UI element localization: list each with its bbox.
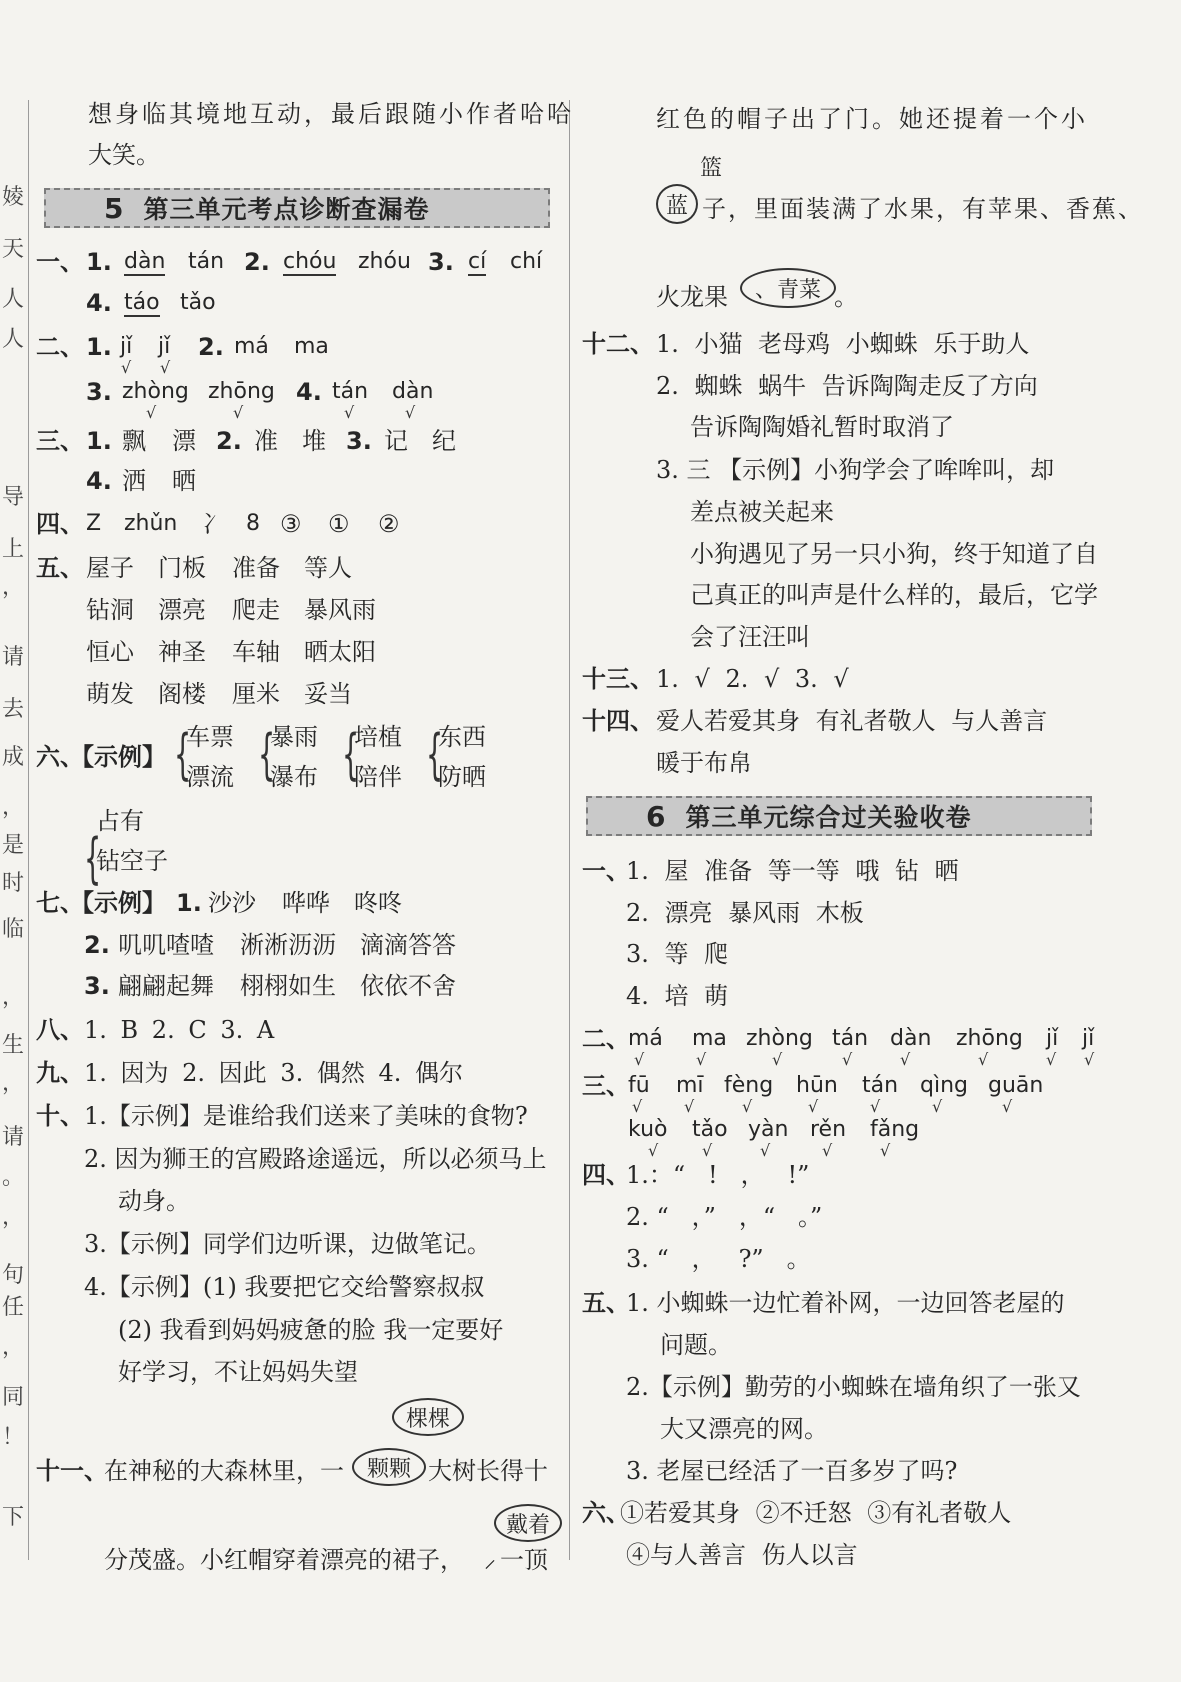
- margin-char: 生: [2, 1033, 25, 1058]
- q10-l4a: 4.【示例】(1) 我要把它交给警察叔叔: [84, 1273, 485, 1301]
- s5-l2a: 2.【示例】勤劳的小蜘蛛在墙角织了一张又: [626, 1373, 1081, 1401]
- section-banner-6: [586, 796, 1092, 836]
- check-mark: √: [233, 403, 244, 422]
- s5-l2b: 大又漂亮的网。: [660, 1415, 828, 1443]
- s3-py11: rěn: [810, 1117, 847, 1142]
- banner-title: 第三单元综合过关验收卷: [685, 803, 972, 832]
- q4-i6: ①: [328, 510, 350, 538]
- s4-l1: 1.：“ ! ， !”: [626, 1161, 810, 1189]
- q12-l2: 2. 蜘蛛 蜗牛 告诉陶陶走反了方向: [656, 372, 1038, 400]
- q5-word: 萌发: [86, 680, 134, 708]
- s1-l3: 3. 等 爬: [626, 940, 729, 968]
- q12-label: 十二、: [582, 329, 654, 358]
- q7-n1: 1.: [176, 889, 202, 917]
- s2-py5: dàn: [890, 1026, 932, 1051]
- q3-n3: 3.: [346, 427, 372, 455]
- r-line3: 火龙果: [656, 283, 728, 311]
- s4-label: 四、: [582, 1160, 630, 1189]
- q5-word: 等人: [304, 554, 352, 582]
- q7-c1: 翩翩起舞: [118, 972, 214, 1000]
- margin-char: 是: [2, 833, 25, 858]
- q6-tag: 【示例】: [70, 742, 166, 771]
- s2-py6: zhōng: [956, 1026, 1023, 1051]
- s2-py1: má: [628, 1026, 663, 1051]
- column-divider-center: [569, 100, 570, 1560]
- margin-char: 去: [2, 697, 25, 722]
- check-mark: √: [405, 403, 416, 422]
- margin-char: ，: [2, 795, 25, 820]
- q1-num3: 3.: [428, 248, 454, 276]
- margin-char: 天: [2, 237, 25, 262]
- q2-py3: má: [234, 334, 269, 359]
- q6-label: 六、: [36, 742, 84, 771]
- q12-l2b: 告诉陶陶婚礼暂时取消了: [690, 413, 954, 441]
- q10-l2a: 2. 因为狮王的宫殿路途遥远，所以必须马上: [84, 1145, 547, 1173]
- q2-py4: ma: [294, 334, 329, 359]
- q3-n2: 2.: [216, 427, 242, 455]
- check-mark: √: [978, 1050, 989, 1069]
- q3-c5: 记: [384, 427, 408, 455]
- q6-g1a: 车票: [186, 723, 234, 751]
- check-mark: √: [648, 1141, 659, 1160]
- q14-l2: 暖于布帛: [656, 749, 752, 777]
- check-mark: √: [772, 1050, 783, 1069]
- brace: {: [174, 723, 192, 786]
- check-mark: √: [870, 1097, 881, 1116]
- q1-num1: 1.: [86, 248, 112, 276]
- margin-char: 句: [2, 1263, 25, 1288]
- q7-label: 七、: [36, 888, 84, 917]
- brace: {: [342, 723, 360, 786]
- q6-g2b: 瀑布: [270, 763, 318, 791]
- banner-title: 第三单元考点诊断查漏卷: [143, 195, 430, 224]
- check-mark: √: [632, 1097, 643, 1116]
- q2-py2: jǐ: [158, 334, 171, 359]
- q12-l3c: 小狗遇见了另一只小狗，终于知道了自: [690, 540, 1098, 568]
- q7-c2: 栩栩如生: [240, 972, 336, 1000]
- q2-num3: 3.: [86, 378, 112, 406]
- q3-label: 三、: [36, 426, 84, 455]
- q1-py8: tǎo: [180, 290, 216, 315]
- q7-c3: 依依不舍: [360, 972, 456, 1000]
- q3-c4: 堆: [302, 427, 326, 455]
- r-line2: 子，里面装满了水果，有苹果、香蕉、: [702, 195, 1144, 223]
- q1-py3: chóu: [283, 249, 337, 274]
- s3-py8: kuò: [628, 1117, 668, 1142]
- q6-g3a: 培植: [354, 723, 402, 751]
- s6-l2: ④与人善言 伤人以言: [626, 1541, 858, 1569]
- margin-char: ，: [2, 1335, 25, 1360]
- check-mark: √: [702, 1141, 713, 1160]
- margin-char: 婈: [2, 185, 25, 210]
- insertion-bubble: 戴着: [494, 1504, 562, 1542]
- q2-py6: zhōng: [208, 379, 275, 404]
- q5-word: 门板: [158, 554, 206, 582]
- q4-i1: Z: [86, 511, 102, 536]
- q5-word: 妥当: [304, 680, 352, 708]
- q7-a2: 哗哗: [282, 889, 330, 917]
- q11-l1a: 在神秘的大森林里，一: [104, 1457, 344, 1485]
- margin-char: ，: [2, 575, 25, 600]
- q2-num2: 2.: [198, 333, 224, 361]
- check-mark: √: [634, 1050, 645, 1069]
- margin-char: 时: [2, 871, 25, 896]
- q10-l1: 1.【示例】是谁给我们送来了美味的食物?: [84, 1102, 528, 1130]
- q2-label: 二、: [36, 332, 84, 361]
- q4-i2: zhǔn: [124, 511, 178, 536]
- s1-l1: 1. 屋 准备 等一等 哦 钻 晒: [626, 857, 959, 885]
- check-mark: √: [808, 1097, 819, 1116]
- check-mark: √: [121, 358, 132, 377]
- q4-label: 四、: [36, 509, 84, 538]
- s5-l1b: 问题。: [660, 1331, 732, 1359]
- check-mark: √: [684, 1097, 695, 1116]
- s2-py3: zhòng: [746, 1026, 813, 1051]
- q3-n4: 4.: [86, 467, 112, 495]
- check-mark: √: [1046, 1050, 1057, 1069]
- q6-g1b: 漂流: [186, 763, 234, 791]
- q11-l2b: 一顶: [500, 1546, 548, 1574]
- q8-label: 八、: [36, 1015, 84, 1044]
- q3-c8: 晒: [172, 467, 196, 495]
- q1-py2: tán: [188, 249, 225, 274]
- q1-py1: dàn: [124, 249, 166, 274]
- check-mark: √: [880, 1141, 891, 1160]
- q5-word: 钻洞: [86, 596, 134, 624]
- q13-text: 1. √ 2. √ 3. √: [656, 665, 849, 693]
- margin-char: ，: [2, 985, 25, 1010]
- margin-char: ，: [2, 1205, 25, 1230]
- correction-bubble: 篮: [699, 155, 722, 181]
- q6-g5a: 占有: [96, 807, 144, 835]
- insertion-caret: ⸝: [484, 1545, 496, 1573]
- q2-py5: zhòng: [122, 379, 189, 404]
- q10-l4c: 好学习，不让妈妈失望: [118, 1358, 358, 1386]
- left-top-line1: 想身临其境地互动，最后跟随小作者哈哈: [88, 100, 574, 128]
- s3-py12: fǎng: [870, 1117, 920, 1142]
- q10-l2b: 动身。: [118, 1187, 190, 1215]
- q1-num2: 2.: [244, 248, 270, 276]
- check-mark: √: [1084, 1050, 1095, 1069]
- margin-char: 请: [2, 645, 25, 670]
- r-line3-end: 。: [834, 283, 858, 311]
- brace: {: [258, 723, 276, 786]
- q12-l3: 3. 三 【示例】小狗学会了哞哞叫，却: [656, 456, 1055, 484]
- correction-bubble: 棵棵: [392, 1398, 464, 1436]
- q11-l1b: 大树长得十: [428, 1457, 548, 1485]
- q2-py8: dàn: [392, 379, 434, 404]
- q1-py5: cí: [468, 249, 487, 274]
- q5-word: 恒心: [86, 638, 134, 666]
- left-top-line2: 大笑。: [88, 141, 160, 169]
- s5-l1a: 1. 小蜘蛛一边忙着补网，一边回答老屋的: [626, 1289, 1065, 1317]
- s1-l2: 2. 漂亮 暴风雨 木板: [626, 899, 864, 927]
- q7-n2: 2.: [84, 931, 110, 959]
- s3-label: 三、: [582, 1071, 630, 1100]
- check-mark: √: [932, 1097, 943, 1116]
- s3-py4: hūn: [796, 1073, 838, 1098]
- q7-tag: 【示例】: [70, 888, 166, 917]
- q5-word: 屋子: [86, 554, 134, 582]
- s5-l3: 3. 老屋已经活了一百多岁了吗?: [626, 1457, 958, 1485]
- s3-py5: tán: [862, 1073, 899, 1098]
- q7-b1: 叽叽喳喳: [118, 931, 214, 959]
- q9-label: 九、: [36, 1058, 84, 1087]
- q5-word: 阁楼: [158, 680, 206, 708]
- check-mark: √: [344, 403, 355, 422]
- q14-label: 十四、: [582, 706, 654, 735]
- check-mark: √: [1002, 1097, 1013, 1116]
- q5-word: 神圣: [158, 638, 206, 666]
- q4-i4: 8: [246, 511, 260, 536]
- s4-l2: 2. “ ，” ，“ 。”: [626, 1203, 823, 1231]
- check-mark: √: [696, 1050, 707, 1069]
- struck-word-circle: 颗颗: [352, 1448, 426, 1486]
- margin-char: 任: [2, 1295, 25, 1320]
- margin-char: 。: [2, 1165, 25, 1190]
- margin-char: 请: [2, 1125, 25, 1150]
- s3-py9: tǎo: [692, 1117, 728, 1142]
- q3-n1: 1.: [86, 427, 112, 455]
- q3-c6: 纪: [432, 427, 456, 455]
- q12-l3b: 差点被关起来: [690, 498, 834, 526]
- s5-label: 五、: [582, 1288, 630, 1317]
- margin-char: ，: [2, 1071, 25, 1096]
- margin-char: 上: [2, 537, 25, 562]
- check-mark: √: [822, 1141, 833, 1160]
- r-line1: 红色的帽子出了门。她还提着一个小: [656, 105, 1088, 133]
- q2-num1: 1.: [86, 333, 112, 361]
- margin-char: 人: [2, 327, 25, 352]
- q4-i7: ②: [378, 510, 400, 538]
- q10-l4b: (2) 我看到妈妈疲惫的脸 我一定要好: [118, 1316, 504, 1344]
- check-mark: √: [742, 1097, 753, 1116]
- q2-py1: jǐ: [120, 334, 133, 359]
- q7-b2: 淅淅沥沥: [240, 931, 336, 959]
- q1-py4: zhóu: [358, 249, 411, 274]
- s2-py4: tán: [832, 1026, 869, 1051]
- margin-char: 临: [2, 917, 25, 942]
- s2-py7: jǐ: [1046, 1026, 1059, 1051]
- brace: {: [426, 723, 444, 786]
- q9-text: 1. 因为 2. 因此 3. 偶然 4. 偶尔: [84, 1059, 463, 1087]
- q4-i5: ③: [280, 510, 302, 538]
- q14-l1: 爱人若爱其身 有礼者敬人 与人善言: [656, 707, 1048, 735]
- q7-a3: 咚咚: [354, 889, 402, 917]
- q5-word: 晒太阳: [304, 638, 376, 666]
- section-banner-5: [44, 188, 550, 228]
- column-divider-left: [28, 100, 29, 1560]
- margin-char: 同: [2, 1385, 25, 1410]
- brace: {: [84, 827, 102, 890]
- q10-l3: 3.【示例】同学们边听课，边做笔记。: [84, 1230, 491, 1258]
- s2-py2: ma: [692, 1026, 727, 1051]
- check-mark: √: [760, 1141, 771, 1160]
- q12-l1: 1. 小猫 老母鸡 小蜘蛛 乐于助人: [656, 330, 1030, 358]
- q7-a1: 沙沙: [208, 889, 256, 917]
- q6-g4a: 东西: [438, 723, 486, 751]
- margin-char: 成: [2, 745, 25, 770]
- s4-l3: 3. “ ， ?” 。: [626, 1245, 811, 1273]
- banner-number: 6: [646, 799, 666, 833]
- insertion-bubble: 、青菜: [740, 268, 836, 308]
- q5-word: 车轴: [232, 638, 280, 666]
- q6-g3b: 陪伴: [354, 763, 402, 791]
- q5-word: 准备: [232, 554, 280, 582]
- q4-i3: 冫: [202, 510, 226, 538]
- s2-label: 二、: [582, 1024, 630, 1053]
- s3-py6: qìng: [920, 1073, 968, 1098]
- check-mark: √: [146, 403, 157, 422]
- q1-py7: táo: [124, 290, 160, 315]
- q5-word: 厘米: [232, 680, 280, 708]
- s2-py8: jǐ: [1082, 1026, 1095, 1051]
- s1-l4: 4. 培 萌: [626, 982, 729, 1010]
- q12-l3e: 会了汪汪叫: [690, 623, 810, 651]
- q1-label: 一、: [36, 247, 84, 276]
- margin-char: 人: [2, 287, 25, 312]
- q5-label: 五、: [36, 553, 84, 582]
- q3-c7: 洒: [122, 467, 146, 495]
- margin-char: 下: [2, 1505, 25, 1530]
- struck-word-circle: 蓝: [656, 184, 698, 224]
- q11-label: 十一、: [36, 1456, 108, 1485]
- check-mark: √: [900, 1050, 911, 1069]
- q5-word: 暴风雨: [304, 596, 376, 624]
- q2-py7: tán: [332, 379, 369, 404]
- s3-py7: guān: [988, 1073, 1044, 1098]
- s1-label: 一、: [582, 856, 630, 885]
- banner-number: 5: [104, 191, 124, 225]
- q2-num4: 4.: [296, 378, 322, 406]
- q3-c1: 飘: [122, 427, 146, 455]
- s3-py1: fū: [628, 1073, 650, 1098]
- q8-text: 1. B 2. C 3. A: [84, 1016, 275, 1044]
- q7-n3: 3.: [84, 972, 110, 1000]
- q10-label: 十、: [36, 1101, 84, 1130]
- q3-c3: 准: [254, 427, 278, 455]
- q13-label: 十三、: [582, 664, 654, 693]
- s3-py2: mī: [676, 1073, 704, 1098]
- check-mark: √: [160, 358, 171, 377]
- s3-py10: yàn: [748, 1117, 789, 1142]
- q12-l3d: 己真正的叫声是什么样的，最后，它学: [690, 581, 1098, 609]
- q11-l2: 分茂盛。小红帽穿着漂亮的裙子，: [104, 1546, 464, 1574]
- s3-py3: fèng: [724, 1073, 774, 1098]
- margin-char: ！: [2, 1425, 25, 1450]
- q3-c2: 漂: [172, 427, 196, 455]
- margin-char: 导: [2, 485, 25, 510]
- s6-label: 六、: [582, 1498, 630, 1527]
- s6-l1: ①若爱其身 ②不迁怒 ③有礼者敬人: [620, 1499, 1012, 1527]
- q6-g5b: 钻空子: [96, 847, 168, 875]
- q7-b3: 滴滴答答: [360, 931, 456, 959]
- q5-word: 漂亮: [158, 596, 206, 624]
- check-mark: √: [842, 1050, 853, 1069]
- q1-num4: 4.: [86, 289, 112, 317]
- q6-g4b: 防晒: [438, 763, 486, 791]
- q5-word: 爬走: [232, 596, 280, 624]
- q6-g2a: 暴雨: [270, 723, 318, 751]
- q1-py6: chí: [510, 249, 543, 274]
